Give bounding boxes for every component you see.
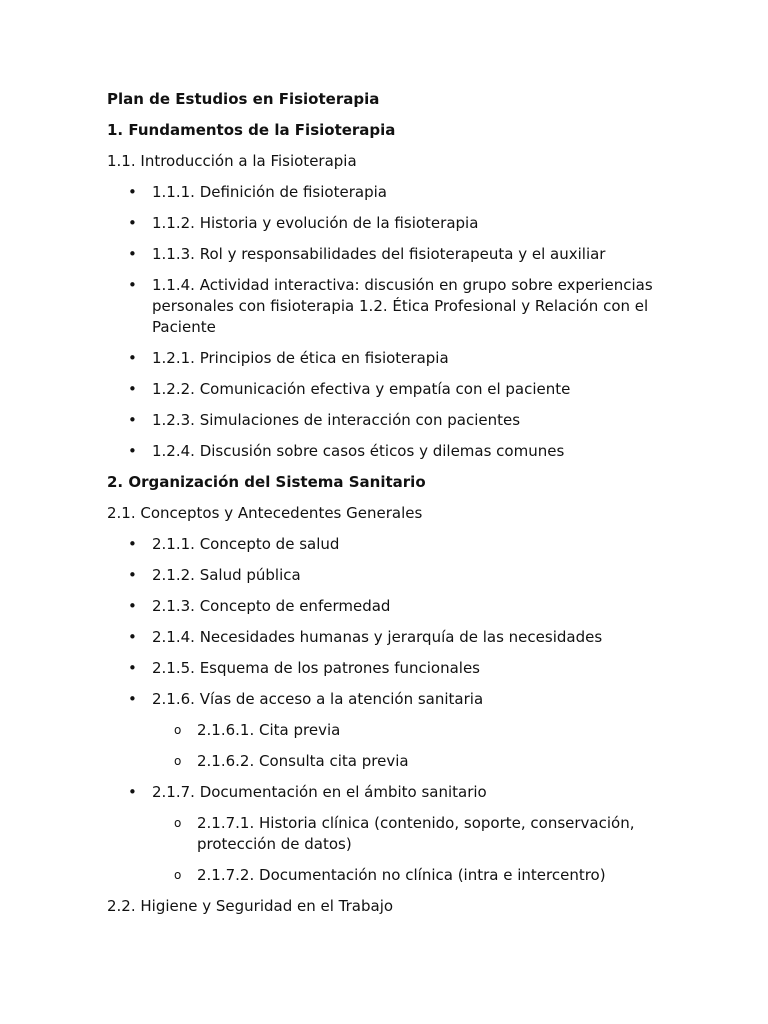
- bullet-icon: •: [128, 690, 137, 708]
- line-text: 1.1. Introducción a la Fisioterapia: [107, 152, 357, 170]
- line-text: 2.1. Conceptos y Antecedentes Generales: [107, 504, 423, 522]
- line-text: 2.1.7. Documentación en el ámbito sanitario: [152, 783, 487, 801]
- list-item: [107, 782, 667, 803]
- sub-list-item: [107, 865, 667, 886]
- document-title: Plan de Estudios en Fisioterapia: [107, 90, 380, 108]
- list-item: [107, 689, 667, 710]
- line-text: 2.1.4. Necesidades humanas y jerarquía de las necesidades: [152, 628, 603, 646]
- line-text: 2.1.3. Concepto de enfermedad: [152, 597, 391, 615]
- bullet-icon: •: [128, 566, 137, 584]
- bullet-icon: •: [128, 597, 137, 615]
- line-text: 1.2.1. Principios de ética en fisioterapia: [152, 349, 449, 367]
- subsection-heading: [107, 896, 667, 917]
- line-text: 1. Fundamentos de la Fisioterapia: [107, 121, 396, 139]
- list-item: [107, 534, 667, 555]
- line-text: 2.1.7.2. Documentación no clínica (intra e intercentro): [197, 866, 606, 884]
- sub-list-item: [107, 751, 667, 772]
- line-text: 2.1.5. Esquema de los patrones funcionales: [152, 659, 480, 677]
- bullet-icon: •: [128, 245, 137, 263]
- line-text: 2.2. Higiene y Seguridad en el Trabajo: [107, 897, 394, 915]
- bullet-icon: •: [128, 276, 137, 294]
- bullet-icon: •: [128, 442, 137, 460]
- section-heading: [107, 120, 667, 141]
- document-content: [107, 89, 667, 927]
- list-item: [107, 410, 667, 431]
- line-text: 2.1.6.2. Consulta cita previa: [197, 752, 409, 770]
- line-text: 1.1.4. Actividad interactiva: discusión en grupo sobre experiencias personales con fisioterapia 1.2. Ética Profesional y Relación con el Paciente: [152, 276, 653, 336]
- line-text: 2. Organización del Sistema Sanitario: [107, 473, 426, 491]
- bullet-icon: •: [128, 628, 137, 646]
- line-text: 2.1.2. Salud pública: [152, 566, 301, 584]
- line-text: 1.1.2. Historia y evolución de la fisioterapia: [152, 214, 479, 232]
- bullet-icon: •: [128, 380, 137, 398]
- line-text: 2.1.6. Vías de acceso a la atención sanitaria: [152, 690, 484, 708]
- line-text: 1.2.2. Comunicación efectiva y empatía con el paciente: [152, 380, 571, 398]
- subsection-heading: [107, 503, 667, 524]
- list-item: [107, 596, 667, 617]
- line-text: 1.2.4. Discusión sobre casos éticos y dilemas comunes: [152, 442, 565, 460]
- circle-bullet-icon: o: [174, 868, 182, 882]
- list-item: [107, 441, 667, 462]
- bullet-icon: •: [128, 783, 137, 801]
- subsection-heading: [107, 151, 667, 172]
- list-item: [107, 565, 667, 586]
- line-text: 2.1.7.1. Historia clínica (contenido, soporte, conservación, protección de datos): [197, 814, 635, 853]
- line-text: 1.1.1. Definición de fisioterapia: [152, 183, 387, 201]
- line-text: 1.2.3. Simulaciones de interacción con pacientes: [152, 411, 521, 429]
- list-item: [107, 244, 667, 265]
- line-text: 2.1.6.1. Cita previa: [197, 721, 341, 739]
- list-item: [107, 182, 667, 203]
- list-item: [107, 275, 667, 338]
- bullet-icon: •: [128, 214, 137, 232]
- circle-bullet-icon: o: [174, 816, 182, 830]
- sub-list-item: [107, 813, 667, 855]
- circle-bullet-icon: o: [174, 754, 182, 768]
- list-item: [107, 213, 667, 234]
- list-item: [107, 348, 667, 369]
- circle-bullet-icon: o: [174, 723, 182, 737]
- bullet-icon: •: [128, 535, 137, 553]
- list-item: [107, 658, 667, 679]
- list-item: [107, 379, 667, 400]
- sub-list-item: [107, 720, 667, 741]
- line-text: 2.1.1. Concepto de salud: [152, 535, 340, 553]
- line-text: 1.1.3. Rol y responsabilidades del fisioterapeuta y el auxiliar: [152, 245, 606, 263]
- bullet-icon: •: [128, 183, 137, 201]
- bullet-icon: •: [128, 659, 137, 677]
- list-item: [107, 627, 667, 648]
- section-heading: [107, 472, 667, 493]
- bullet-icon: •: [128, 349, 137, 367]
- bullet-icon: •: [128, 411, 137, 429]
